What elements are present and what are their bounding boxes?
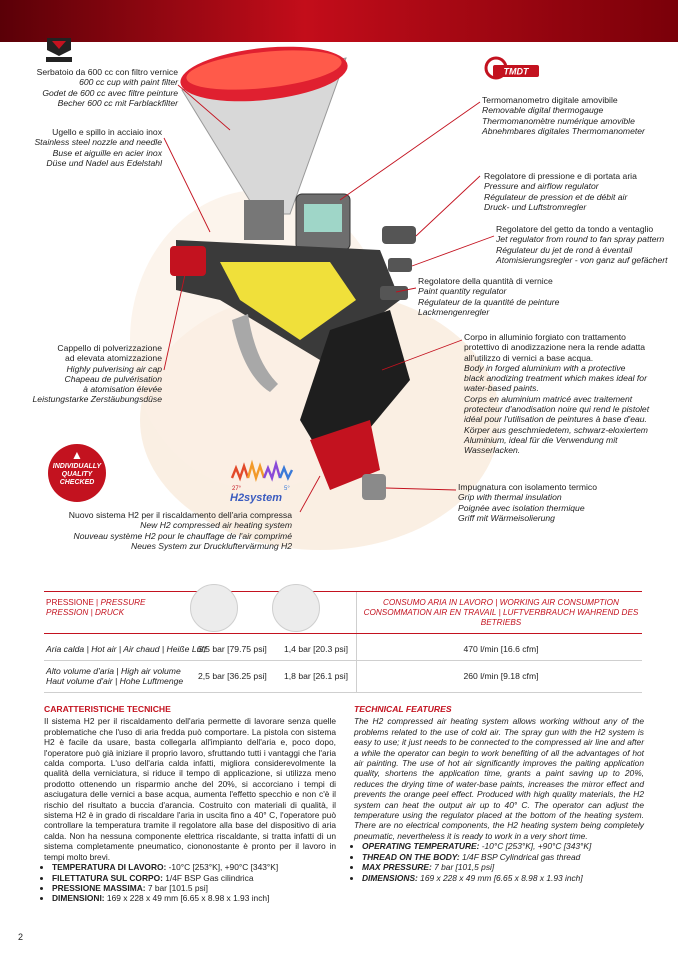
table-bottom-rule: [44, 692, 642, 693]
table-row-2-flow: 260 l/min [9.18 cfm]: [463, 671, 539, 681]
svg-text:H2system: H2system: [230, 492, 282, 504]
table-header-rule: [44, 633, 642, 634]
table-row-2-p2: 1,8 bar [26.1 psi]: [284, 671, 349, 681]
callout-cup: Serbatoio da 600 cc con filtro vernice 600 cc cup with paint filter Godet de 600 cc avec filtre peinture Becher 600 cc mit Farblackfilter: [36, 67, 178, 108]
it-heading: CARATTERISTICHE TECNICHE: [44, 704, 171, 714]
callout-body: Corpo in alluminio forgiato con trattamento protettivo di anodizzazione nera la rende adatta all'utilizzo di vernici a base acqua. Body in forged aluminium with a protective black anodizing treatment which makes ideal for water-based paints. Corps en aluminium matricé avec traitement protecteur d'anodisation noire qui rend le pistolet idéal pour l'utilisation de peintures à base d'eau. Körper aus geschmiedetem, schwarz-eloxiertem Aluminium, ideal für die Verwendung mit Wasserlacken.: [464, 332, 650, 456]
callout-paint-regulator: Regolatore della quantità di vernice Paint quantity regulator Régulateur de la quantité de peinture Lackmengenregler: [418, 276, 560, 317]
it-body: Il sistema H2 per il riscaldamento dell'aria permette di lavorare senza quelle problematiche che l'uso di aria fredda può comportare. La pistola con sistema H2 è facile da usare, basta collegarla all'impianto dell'aria e, poco dopo, l'operatore può già iniziare il proprio lavoro, sfruttando tutti i vantaggi che l'aria calda comporta. L'uso dell'aria calda infatti, migliora considerevolmente la qualità della verniciatura, si riduce il tempo di applicazione, si utilizza meno prodotto ottenendo un risparmio anche del 20%, si accorciano i tempi di asciugatura delle vernici a base acqua, aumenta l'effetto specchio e non c'è il rischio del risultato a buccia d'arancia. Costruito con materiali di qualità, il sistema H2 è in grado di riscaldare l'aria in uscita fino a 40° C, l'operatore può controllare la temperatura tramite il regolatore alla base del dispositivo di aria calda. Non ha nessuna componente elettrica riscaldante, si tratta infatti di un sistema completamente pneumatico, ciononostante è pronto per il lavoro in tempi molto brevi.: [44, 716, 336, 862]
en-heading: TECHNICAL FEATURES: [354, 704, 452, 714]
it-spec-item: • FILETTATURA SUL CORPO: 1/4F BSP Gas cilindrica: [52, 873, 336, 883]
en-spec-list: [354, 841, 644, 883]
table-row-1-p1: 5,5 bar [79.75 psi]: [198, 644, 267, 654]
callout-h2-system: Nuovo sistema H2 per il riscaldamento dell'aria compressa New H2 compressed air heating system Nouveau système H2 pour le chauffage de l'air comprimé Neues System zur Druckluftervärmung H2: [68, 510, 292, 551]
callout-thermogauge: Termomanometro digitale amovibile Removable digital thermogauge Thermomanomètre numérique amovible Abnehmbares digitales Thermomanometer: [482, 95, 645, 136]
technical-features-it: [44, 704, 336, 904]
table-divider: [356, 592, 357, 692]
en-spec-item: • THREAD ON THE BODY: 1/4F BSP Cylindrical gas thread: [362, 852, 644, 862]
table-row-2-p1: 2,5 bar [36.25 psi]: [198, 671, 267, 681]
table-row-rule: [44, 660, 642, 661]
pressure-header: PRESSIONE | PRESSURE PRESSION | DRUCK: [46, 598, 146, 617]
tmdt-text: TMDT: [503, 66, 529, 77]
it-spec-item: • TEMPERATURA DI LAVORO: -10°C [253°K], +90°C [343°K]: [52, 862, 336, 872]
table-row-1-flow: 470 l/min [16.6 cfm]: [463, 644, 539, 654]
callout-aircap: Cappello di polverizzazione ad elevata atomizzazione Highly pulverising air cap Chapeau de pulvérisation à atomisation élevée Leistungstarke Zerstäubungsdüse: [32, 343, 162, 405]
en-spec-item: • MAX PRESSURE: 7 bar [101,5 psi]: [362, 862, 644, 872]
technical-features-en: [354, 704, 644, 883]
thumbs-up-icon: ▲: [71, 448, 83, 462]
table-row-2-label: Alto volume d'aria | High air volume Haut volume d'air | Hohe Luftmenge: [46, 666, 184, 687]
it-spec-item: • DIMENSIONI: 169 x 228 x 49 mm [6.65 x 8.98 x 1.93 inch]: [52, 893, 336, 903]
table-row-1-p2: 1,4 bar [20.3 psi]: [284, 644, 349, 654]
callout-pressure-regulator: Regolatore di pressione e di portata aria Pressure and airflow regulator Régulateur de pression et de débit air Druck- und Luftstromregler: [484, 171, 637, 212]
callout-jet-regulator: Regolatore del getto da tondo a ventaglio Jet regulator from round to fan spray pattern Régulateur du jet de rond à éventail Atomisierungsregler - von ganz auf gefächert: [496, 224, 668, 265]
it-spec-list: [44, 862, 336, 904]
h2-system-logo: [226, 456, 298, 504]
consumption-header: CONSUMO ARIA IN LAVORO | WORKING AIR CONSUMPTION CONSOMMATION AIR EN TRAVAIL | LUFTVERBRAUCH WAHREND DES BETRIEBS: [363, 598, 639, 627]
page-number: 2: [18, 932, 24, 942]
table-top-rule: [44, 591, 642, 592]
it-spec-item: • PRESSIONE MASSIMA: 7 bar [101.5 psi]: [52, 883, 336, 893]
svg-text:5°: 5°: [284, 486, 290, 492]
callout-grip: Impugnatura con isolamento termico Grip with thermal insulation Poignée avec isolation thermique Griff mit Wärmeisolierung: [458, 482, 598, 523]
gauge-photo-1: [190, 584, 238, 632]
en-spec-item: • DIMENSIONS: 169 x 228 x 49 mm [6.65 x 8.98 x 1.93 inch]: [362, 873, 644, 883]
en-spec-item: • OPERATING TEMPERATURE: -10°C [253°K], +90°C [343°K]: [362, 841, 644, 851]
gauge-photo-2: [272, 584, 320, 632]
en-body: The H2 compressed air heating system allows working without any of the problems related to the use of cold air. The spray gun with the H2 system is easy to use; it just needs to be connected to the compressed air line and after a while the operator can begin to work benefiting of all the advantages of hot air painting. The use of hot air significantly improves the paiting application quality, shortens the application time, grants a paint saving up to 20%, reduces the drying time of water-base paints, increases the mirror effect and prevents the orange peel effect. Produced with high quality materials, the H2 system can heat the output air up to 40° C. The operator can adjust the temperature using the regulator placed at the bottom of the heating system. There are no electrical components, the H2 heating system being completely pneumatic, nevertheless it is ready to work in a very short time.: [354, 716, 644, 841]
callout-nozzle: Ugello e spillo in acciaio inox Stainless steel nozzle and needle Buse et aiguille en acier inox Düse und Nadel aus Edelstahl: [34, 127, 162, 168]
table-row-1-label: Aria calda | Hot air | Air chaud | Heiße Luft: [46, 644, 207, 654]
svg-text:27°: 27°: [232, 486, 242, 492]
quality-checked-badge: ▲ INDIVIDUALLY QUALITY CHECKED: [48, 444, 106, 502]
